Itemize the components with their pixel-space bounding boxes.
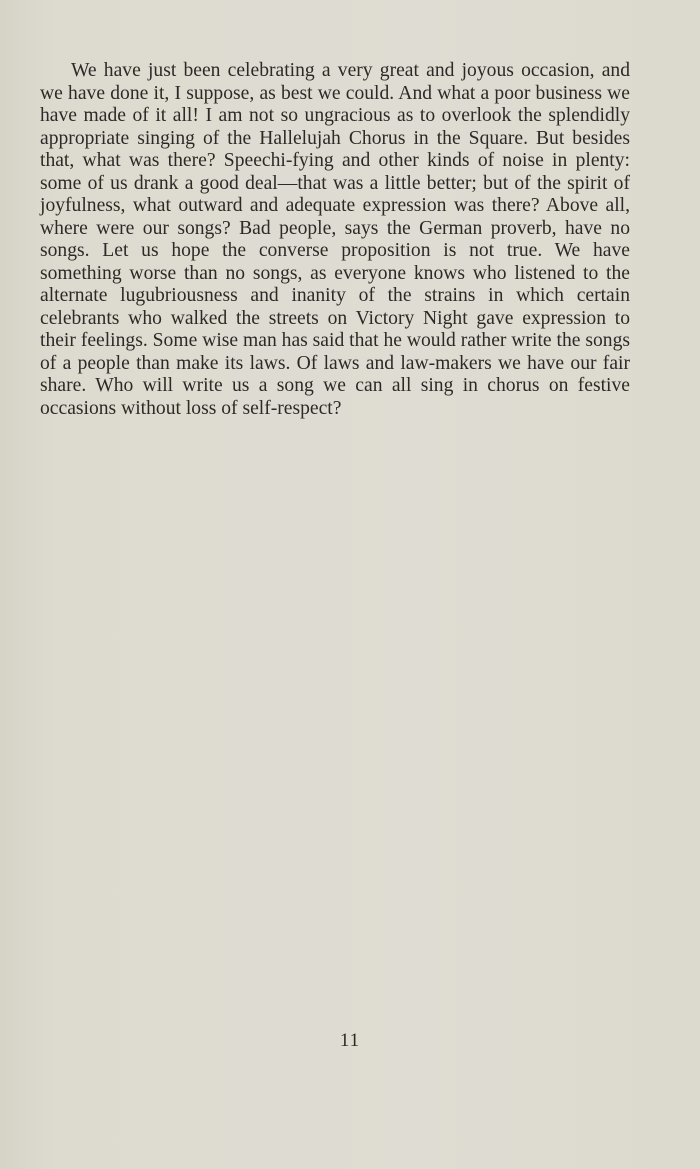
body-paragraph: We have just been celebrating a very great and joyous occasion, and we have done it, I suppose, as best we could. And what a poor business we have made of it all! I am not so ungracious as to overlook the splendidly appropriate singing of the Hallelujah Chorus in the Square. But besides that, what was there? Speechi-fying and other kinds of noise in plenty: some of us drank a good deal—that was a little better; but of the spirit of joyfulness, what outward and adequate expression was there? Above all, where were our songs? Bad people, says the German proverb, have no songs. Let us hope the converse proposition is not true. We have something worse than no songs, as everyone knows who listened to the alternate lugubriousness and inanity of the strains in which certain celebrants who walked the streets on Victory Night gave expression to their feelings. Some wise man has said that he would rather write the songs of a people than make its laws. Of laws and law-makers we have our fair share. Who will write us a song we can all sing in chorus on festive occasions without loss of self-respect?	[40, 60, 630, 419]
page-number: 11	[339, 1030, 361, 1051]
